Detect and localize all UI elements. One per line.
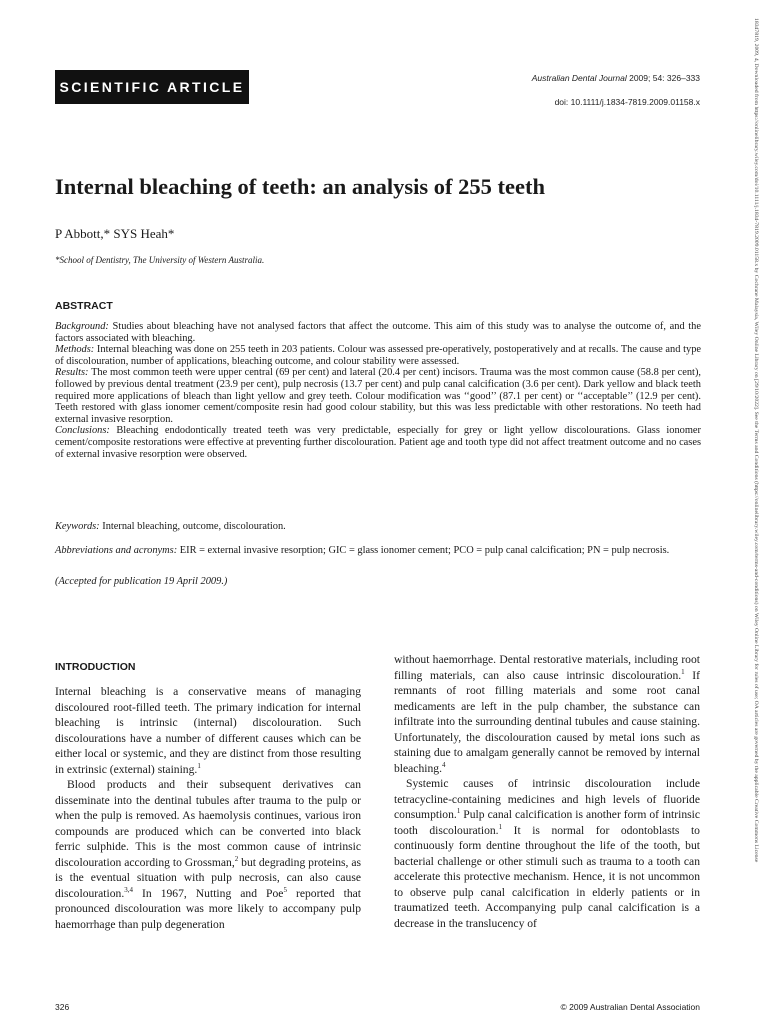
- abstract-methods: [55, 344, 701, 367]
- methods-label: Methods:: [55, 344, 95, 356]
- doi-line: doi: 10.1111/j.1834-7819.2009.01158.x: [554, 97, 700, 107]
- conclusions-text: Bleaching endodontically treated teeth was very predictable, especially for grey or light yellow discolourations. Glass ionomer cement/composite restorations were effective at preventing further discolouration. Patient age and tooth type did not affect treatment outcome and no cases of external invasive resorption were observed.: [55, 425, 701, 460]
- keywords-label: Keywords:: [55, 521, 100, 532]
- page-number: 326: [55, 1002, 70, 1012]
- paragraph: [394, 652, 700, 776]
- abstract-conclusions: [55, 425, 701, 460]
- abbreviations-text: EIR = external invasive resorption; GIC = glass ionomer cement; PCO = pulp canal calcification; PN = pulp necrosis.: [177, 545, 670, 556]
- citation-ref: 1: [498, 822, 503, 831]
- text-run: Pulp canal calcification is another form of intrinsic tooth discolouration.: [394, 808, 700, 837]
- article-type-badge: SCIENTIFIC ARTICLE: [55, 70, 249, 104]
- citation-ref: 1: [197, 761, 201, 770]
- methods-text: Internal bleaching was done on 255 teeth in 203 patients. Colour was assessed pre-operatively, postoperatively and at recalls. The cause and type of discolouration, number of applications, bleaching outcome, and colour stability were assessed.: [55, 344, 701, 367]
- keywords-text: Internal bleaching, outcome, discolouration.: [99, 521, 286, 532]
- body-column-left: [55, 684, 361, 932]
- citation-ref: 3,4: [124, 885, 133, 894]
- text-run: It is normal for odontoblasts to continuously form dentine throughout the life of the tooth, but bacterial challenge or other stimuli such as trauma to a tooth can accelerate this protective mechanism. Hence, it is not uncommon to observe pulp canal calcification in elderly patients or in traumatized teeth. Accompanying pulp canal calcification is a decrease in the translucency of: [394, 823, 700, 930]
- results-label: Results:: [55, 367, 89, 379]
- background-label: Background:: [55, 321, 109, 332]
- text-run: Blood products and their subsequent derivatives can disseminate into the dentinal tubules after trauma to the pulp or when the pulp is removed. As haemolysis continues, various iron compounds are produced which can be converted into black ferric sulphide. This is the most common cause of intrinsic discolouration according to Grossman,: [55, 778, 361, 869]
- abstract-results: [55, 367, 701, 425]
- journal-volume: 2009; 54: 326–333: [626, 73, 700, 83]
- text-run: without haemorrhage. Dental restorative materials, including root filling materials, can also cause intrinsic discolouration.: [394, 653, 700, 682]
- text-run: reported that pronounced discolouration was more likely to accompany pulp haemorrhage than pulp degeneration: [55, 886, 362, 931]
- author-list: P Abbott,* SYS Heah*: [55, 226, 175, 241]
- affiliation: *School of Dentistry, The University of Western Australia.: [55, 255, 265, 265]
- introduction-heading: INTRODUCTION: [55, 661, 136, 673]
- citation-ref: 5: [283, 885, 287, 894]
- results-text: The most common teeth were upper central (69 per cent) and lateral (20.4 per cent) incisors. Trauma was the most common cause (58.8 per cent), followed by previous dental treatment (23.9 per cent), pulp necrosis (13.7 per cent) and pulp canal calcification (3.6 per cent). Dark yellow and black teeth required more applications of bleach than light yellow and grey teeth. Colour modification was ‘‘good’’ (87.1 per cent) or ‘‘acceptable’’ (12.9 per cent). Teeth restored with glass ionomer cement/composite resin had good colour stability, but this was less predictable with other restorations. No teeth had external invasive resorption.: [55, 367, 701, 425]
- journal-name: Australian Dental Journal: [531, 73, 627, 83]
- text-run: Internal bleaching is a conservative means of managing discoloured root-filled teeth. The primary indication for internal bleaching is intrinsic (internal) discolouration. Such discolourations have a number of different causes which can be either local or systemic, and they are distinct from those resulting in extrinsic (external) staining.: [55, 685, 361, 776]
- journal-citation: [532, 73, 700, 83]
- paragraph: [394, 776, 700, 931]
- text-run: Systemic causes of intrinsic discolouration include tetracycline-containing medicines and high levels of fluoride consumption.: [394, 777, 700, 821]
- citation-ref: 4: [441, 760, 446, 769]
- text-run: In 1967, Nutting and Poe: [132, 886, 284, 900]
- conclusions-label: Conclusions:: [55, 425, 110, 437]
- abstract-body: [55, 321, 701, 460]
- text-run: If remnants of root filling materials and some root canal medicaments are left in the pulp chamber, the substance can infiltrate into the surrounding dentinal tubules and cause staining. Unfortunately, the discolouration caused by metal ions such as staining due to amalgam generally cannot be removed by internal bleaching.: [394, 668, 700, 775]
- text-run: but degrading proteins, as is the eventual situation with pulp necrosis, can also cause discolouration.: [55, 855, 361, 900]
- citation-ref: 1: [456, 807, 461, 816]
- body-column-right: [394, 652, 700, 931]
- abbreviations-label: Abbreviations and acronyms:: [55, 545, 178, 556]
- article-title: Internal bleaching of teeth: an analysis of 255 teeth: [55, 174, 545, 199]
- abstract-background: [55, 321, 701, 344]
- paragraph: [55, 684, 361, 777]
- copyright-notice: © 2009 Australian Dental Association: [560, 1002, 700, 1012]
- citation-ref: 1: [681, 667, 685, 676]
- abstract-heading: ABSTRACT: [55, 300, 113, 312]
- abbreviations: [55, 545, 701, 557]
- keywords: [55, 521, 701, 532]
- background-text: Studies about bleaching have not analysed factors that affect the outcome. This aim of this study was to analyse the outcome of, and the factors associated with bleaching.: [55, 321, 701, 344]
- accepted-date: (Accepted for publication 19 April 2009.): [55, 576, 228, 587]
- download-notice-sidebar: 18347819, 2009, 4, Downloaded from https://onlinelibrary.wiley.com/doi/10.1111/j.1834-7819.2009.01158.x by Cochrane Malaysia, Wiley Online Library on [29/10/2022]. See the Terms and Conditions (https://onlinelibrary.wiley.com/terms-and-conditions) on Wiley Online Library for rules of use; OA articles are governed by the applicable Creative Commons License: [753, 18, 759, 863]
- paragraph: [55, 777, 361, 932]
- citation-ref: 2: [234, 854, 239, 863]
